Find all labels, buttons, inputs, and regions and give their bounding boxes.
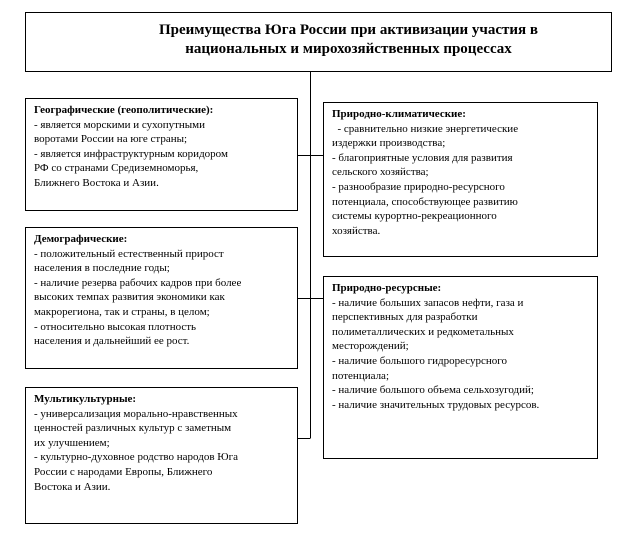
box-line: хозяйства. [332, 224, 381, 237]
box-line: полиметаллических и редкометальных [332, 325, 514, 338]
box-heading: Мультикультурные: [34, 393, 137, 405]
box-line: перспективных для разработки [332, 311, 478, 324]
box-line: РФ со странами Средиземноморья, [34, 162, 199, 175]
box-line: потенциала, способствующее развитию [332, 195, 518, 208]
box-line: издержки производства; [332, 137, 446, 150]
box-heading: Географические (геополитические): [34, 104, 214, 116]
box-climatic [323, 102, 598, 257]
box-line: - универсализация морально-нравственных [34, 407, 238, 420]
box-heading: Природно-климатические: [332, 108, 466, 120]
diagram-title [25, 12, 612, 72]
box-line: - разнообразие природно-ресурсного [332, 180, 505, 193]
box-line: - является инфраструктурным коридором [34, 147, 228, 160]
box-resources [323, 276, 598, 459]
box-line: высоких темпах развития экономики как [34, 291, 225, 304]
box-line: - наличие резерва рабочих кадров при более [34, 276, 242, 289]
box-line: - благоприятные условия для развития [332, 151, 513, 164]
box-line: системы курортно-рекреационного [332, 210, 497, 223]
box-line: России с народами Европы, Ближнего [34, 465, 213, 478]
box-line: сельского хозяйства; [332, 166, 429, 179]
box-line: - сравнительно низкие энергетические [332, 122, 519, 135]
box-line: Востока и Азии. [34, 480, 111, 493]
box-line: - наличие большого объема сельхозугодий; [332, 384, 534, 397]
box-line: - является морскими и сухопутными [34, 118, 206, 131]
box-line: - относительно высокая плотность [34, 320, 197, 333]
box-line: макрорегиона, так и страны, в целом; [34, 305, 210, 318]
box-heading: Природно-ресурсные: [332, 282, 442, 294]
title-line-1: Преимущества Юга России при активизации участия в [158, 22, 539, 38]
box-line: - наличие значительных трудовых ресурсов. [332, 398, 540, 411]
box-line: их улучшением; [34, 436, 110, 449]
box-line: - положительный естественный прирост [34, 247, 224, 260]
box-heading: Демографические: [34, 233, 128, 245]
box-line: - культурно-духовное родство народов Юга [34, 451, 238, 464]
box-line: воротами России на юге страны; [34, 133, 188, 146]
box-line: месторождений; [332, 340, 409, 353]
box-line: населения в последние годы; [34, 262, 170, 275]
box-line: Ближнего Востока и Азии. [34, 176, 159, 189]
box-line: населения и дальнейший ее рост. [34, 335, 190, 348]
box-line: потенциала; [332, 369, 389, 382]
title-line-2: национальных и мирохозяйственных процессах [185, 41, 512, 57]
box-demographic [25, 227, 298, 369]
box-multicultural [25, 387, 298, 524]
box-line: - наличие большого гидроресурсного [332, 354, 508, 367]
box-line: ценностей различных культур с заметным [34, 422, 232, 435]
box-line: - наличие больших запасов нефти, газа и [332, 296, 524, 309]
box-geographic [25, 98, 298, 211]
